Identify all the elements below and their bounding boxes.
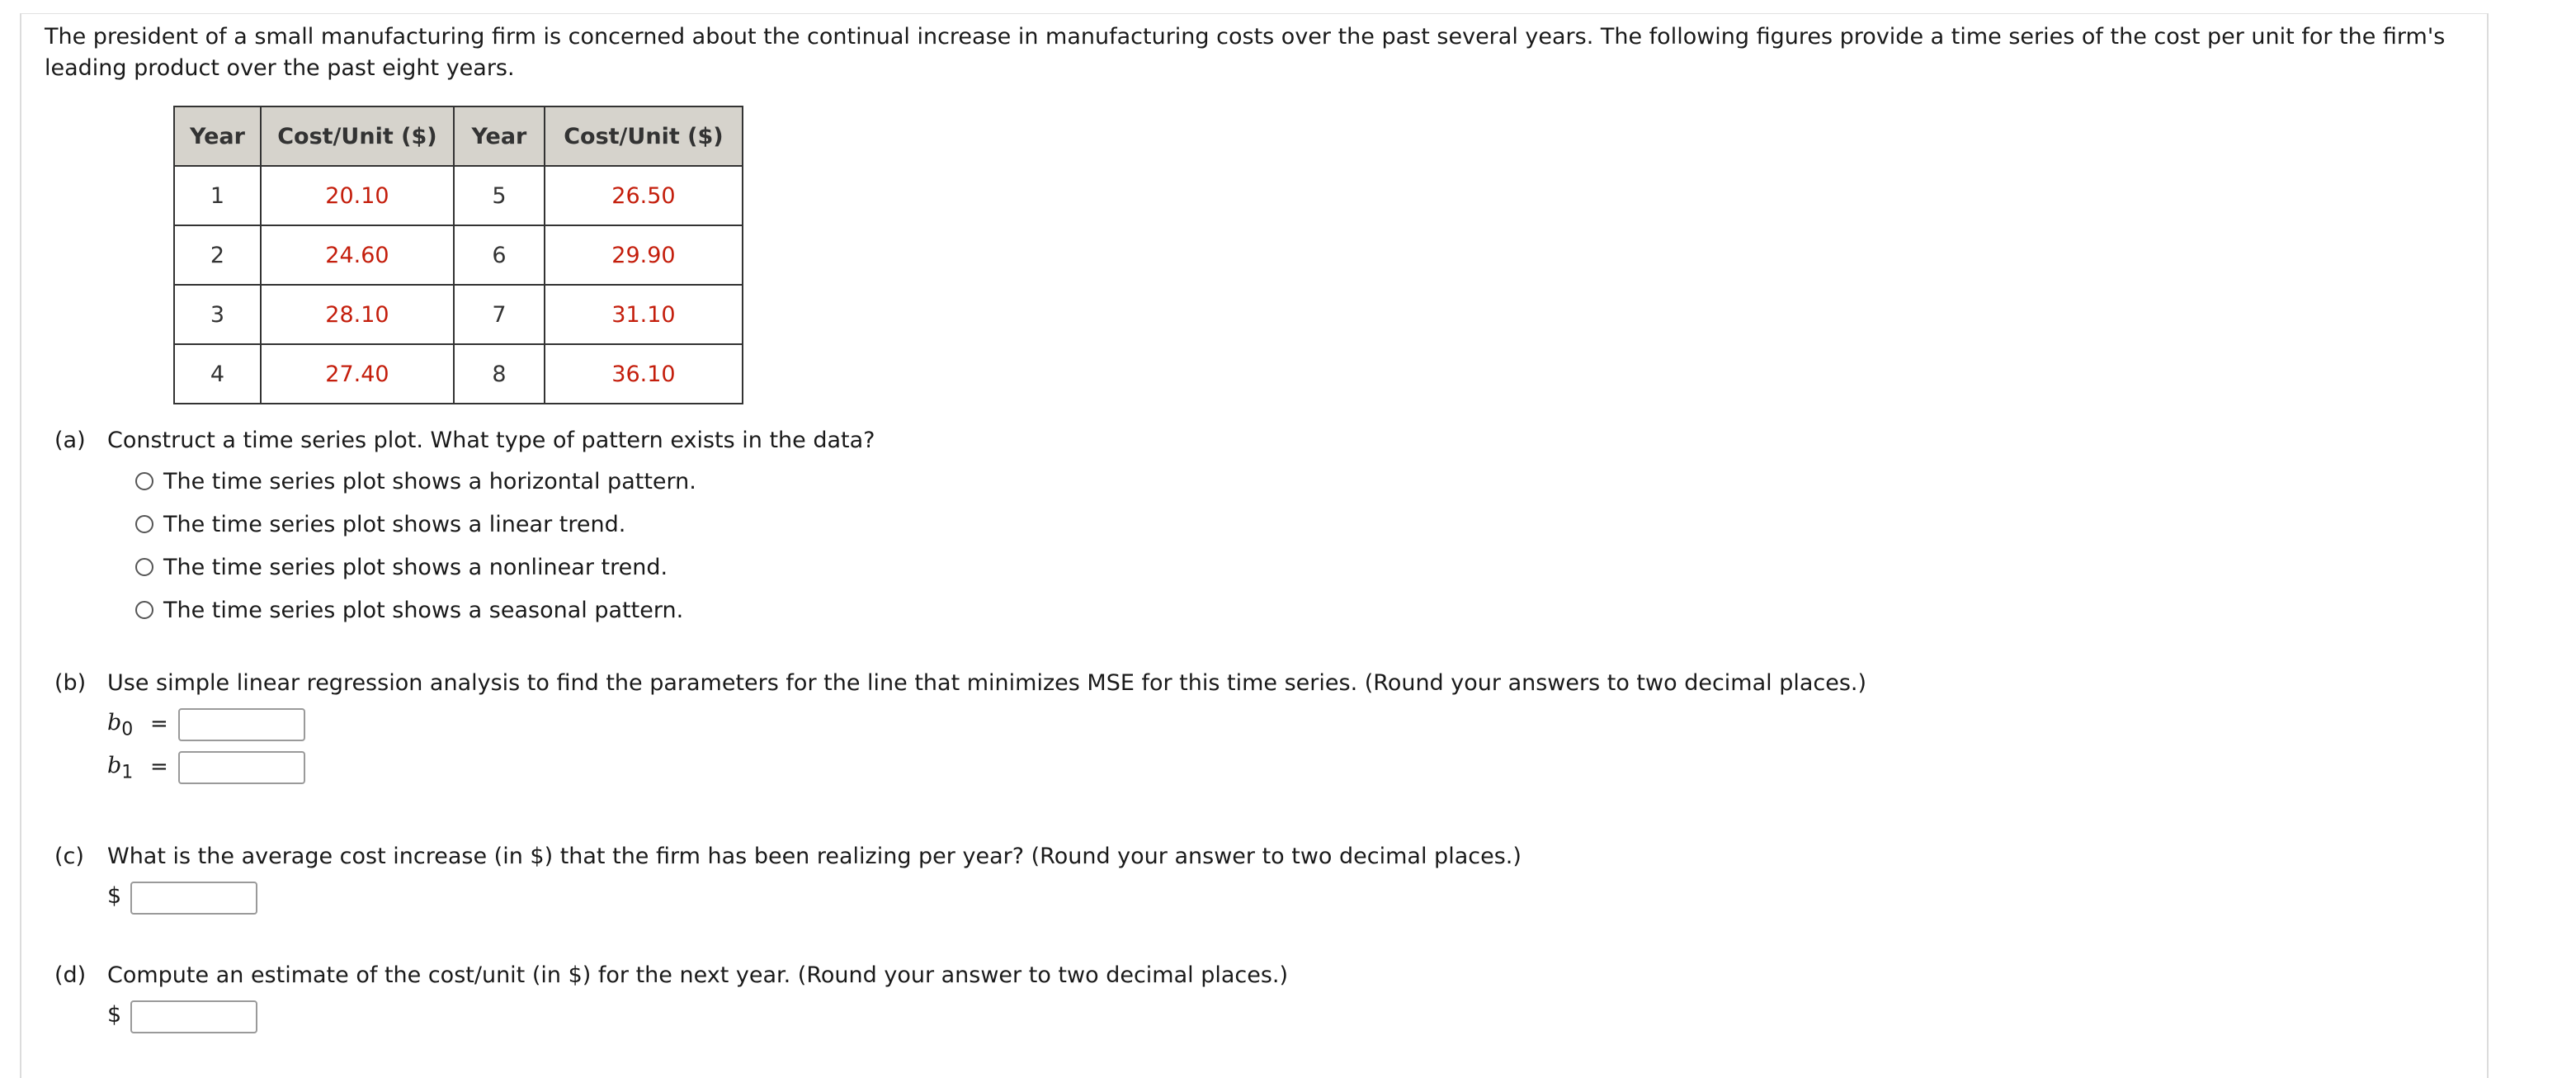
header-year: Year [454, 106, 545, 166]
year-cell: 1 [174, 166, 261, 225]
header-cost: Cost/Unit ($) [261, 106, 454, 166]
cost-increase-input[interactable] [130, 882, 257, 915]
option-seasonal-pattern[interactable] [135, 594, 683, 626]
table-row [174, 285, 743, 344]
b1-label: $b_1$ [107, 753, 134, 783]
equals-sign: = [150, 754, 168, 779]
equals-sign: = [150, 712, 168, 736]
part-d-label: (d) [54, 962, 87, 988]
radio-button[interactable] [135, 472, 153, 490]
table-header-row [174, 106, 743, 166]
part-a-label: (a) [54, 428, 86, 453]
b1-input[interactable] [178, 751, 305, 784]
year-cell: 4 [174, 344, 261, 404]
radio-button[interactable] [135, 558, 153, 576]
next-year-estimate-input[interactable] [130, 1000, 257, 1033]
option-label: The time series plot shows a horizontal pattern. [163, 468, 696, 494]
part-b-question: Use simple linear regression analysis to find the parameters for the line that minimizes MSE for this time series. (Round your answers to two decimal places.) [107, 670, 1867, 696]
year-cell: 2 [174, 225, 261, 285]
cost-cell: 29.90 [545, 225, 743, 285]
option-label: The time series plot shows a seasonal pattern. [163, 597, 684, 623]
radio-button[interactable] [135, 601, 153, 619]
year-cell: 6 [454, 225, 545, 285]
part-c-question: What is the average cost increase (in $) that the firm has been realizing per year? (Round your answer to two decimal places.) [107, 844, 1522, 869]
table-row [174, 225, 743, 285]
year-cell: 3 [174, 285, 261, 344]
cost-table [173, 106, 743, 404]
b0-input[interactable] [178, 708, 305, 741]
cost-cell: 27.40 [261, 344, 454, 404]
option-horizontal-pattern[interactable] [135, 466, 696, 497]
header-cost: Cost/Unit ($) [545, 106, 743, 166]
cost-cell: 26.50 [545, 166, 743, 225]
dollar-sign: $ [107, 1002, 122, 1028]
b0-label: $b_0$ [107, 710, 134, 740]
part-d-question: Compute an estimate of the cost/unit (in $) for the next year. (Round your answer to two decimal places.) [107, 962, 1289, 988]
cost-cell: 36.10 [545, 344, 743, 404]
part-a-question: Construct a time series plot. What type of pattern exists in the data? [107, 428, 875, 453]
part-c-label: (c) [54, 844, 84, 869]
year-cell: 5 [454, 166, 545, 225]
dollar-sign: $ [107, 883, 122, 909]
header-year: Year [174, 106, 261, 166]
option-linear-trend[interactable] [135, 508, 625, 540]
option-label: The time series plot shows a linear trend. [163, 511, 626, 537]
table-row [174, 344, 743, 404]
year-cell: 7 [454, 285, 545, 344]
problem-intro: The president of a small manufacturing firm is concerned about the continual increase in manufacturing costs over the past several years. The following figures provide a time series of the cost per unit for the firm's leading product over the past eight years. [45, 24, 2446, 81]
cost-cell: 24.60 [261, 225, 454, 285]
table-row [174, 166, 743, 225]
year-cell: 8 [454, 344, 545, 404]
option-nonlinear-trend[interactable] [135, 551, 668, 583]
cost-cell: 31.10 [545, 285, 743, 344]
part-b-label: (b) [54, 670, 87, 696]
cost-cell: 20.10 [261, 166, 454, 225]
cost-cell: 28.10 [261, 285, 454, 344]
radio-button[interactable] [135, 515, 153, 533]
option-label: The time series plot shows a nonlinear trend. [163, 554, 668, 580]
